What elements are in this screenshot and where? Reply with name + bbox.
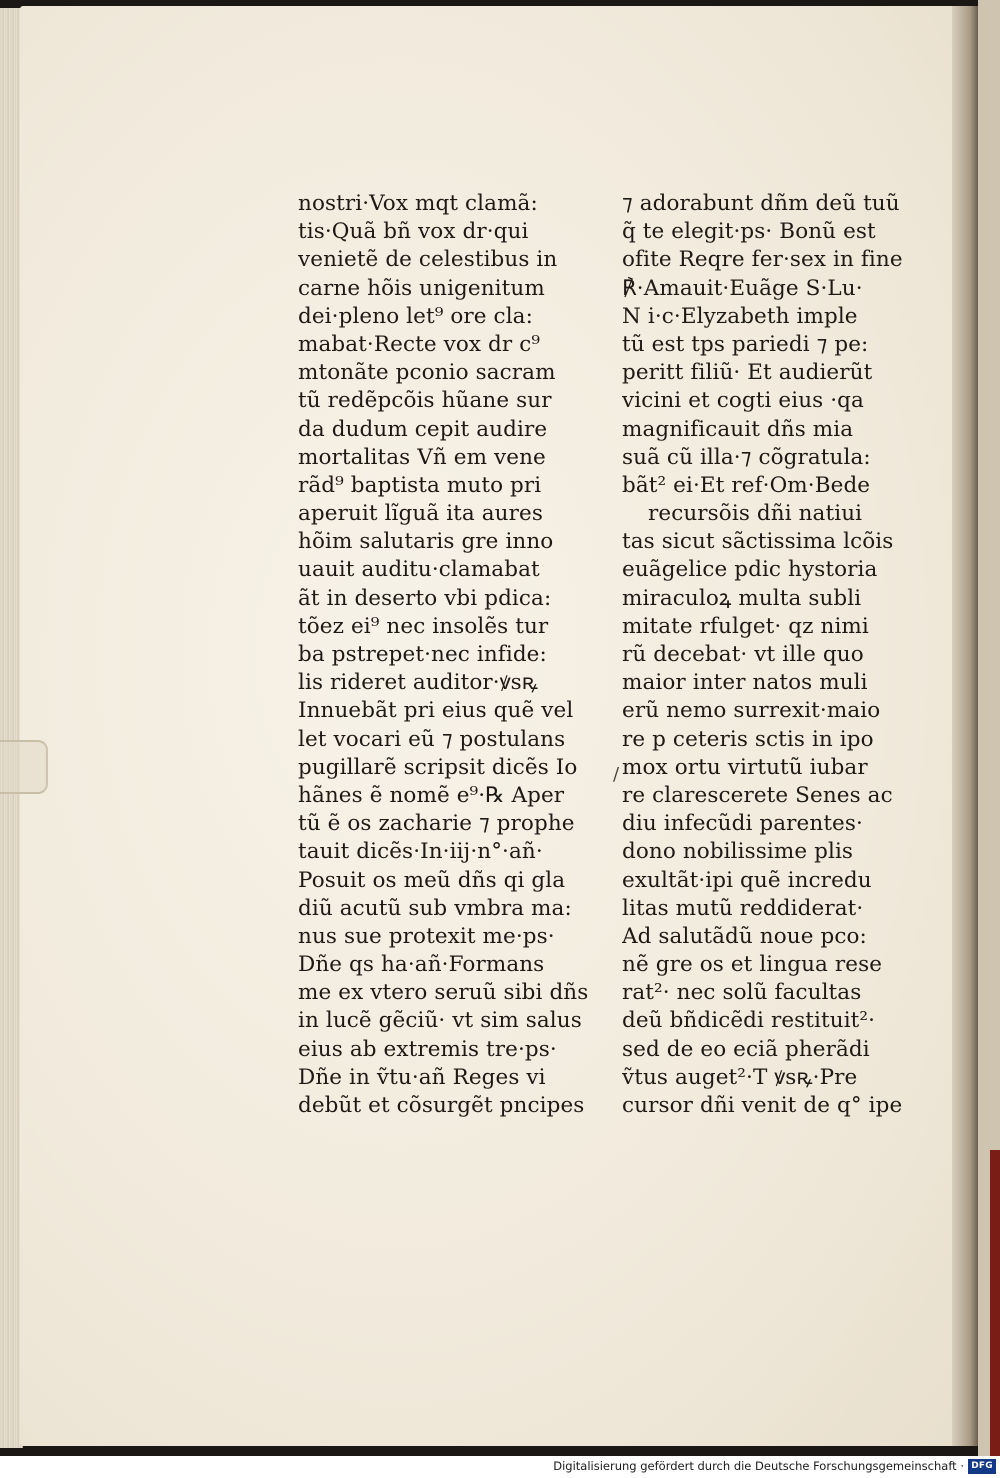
text-line: ℟·Amauit·Euãge S·Lu· — [622, 275, 863, 301]
text-line: rũ decebat· vt ille quo — [622, 642, 864, 667]
text-line: ãt in deserto vbi pdica: — [298, 585, 552, 611]
margin-mark: / — [613, 764, 620, 785]
text-line: mtonãte pconio sacram — [298, 360, 556, 386]
text-line: bãt² ei·Et ref·Om·Bede — [622, 472, 871, 498]
text-line: miraculoꝝ multa subli — [622, 585, 862, 611]
text-line: diũ acutũ sub vmbra ma: — [298, 895, 572, 921]
page-fold-tab — [0, 740, 48, 794]
text-line: cursor dñi venit de q° ipe — [622, 1093, 903, 1118]
text-line: q̃ te elegit·ps· Bonũ est — [622, 219, 876, 245]
text-line: aperuit lĩguã ita aures — [298, 501, 543, 527]
text-line: mitate rfulget· qz nimi — [622, 613, 869, 639]
binding-cover — [990, 1150, 1000, 1456]
text-line: tis·Quã bñ vox dr·qui — [298, 219, 529, 245]
text-line: Dñe qs ha·añ·Formans — [298, 952, 545, 978]
text-line: litas mutũ reddiderat· — [622, 895, 864, 921]
text-line: recursõis dñi natiui — [648, 501, 863, 527]
text-line: re p ceteris sctis in ipo — [622, 726, 874, 752]
text-line: uauit auditu·clamabat — [298, 557, 540, 583]
text-line: nus sue protexit me·ps· — [298, 923, 555, 949]
text-line: re clarescerete Senes ac — [622, 782, 893, 808]
book-gutter — [952, 6, 978, 1446]
text-line: tũ est tps pariedi ⁊ pe: — [622, 331, 869, 357]
text-line: dono nobilissime plis — [622, 839, 854, 865]
text-line: lis rideret auditor·ꝟsꝶ — [298, 670, 539, 696]
text-line: ṽtus auget²·T ꝟsꝶ·Pre — [622, 1064, 858, 1090]
text-line: deũ bñdicẽdi restituit²· — [622, 1008, 876, 1034]
text-line: mortalitas Vñ em vene — [298, 444, 546, 470]
text-line: tõez ei⁹ nec insolẽs tur — [298, 613, 549, 639]
text-line: nostri·Vox mqt clamã: — [298, 191, 538, 216]
text-line: Ad salutãdũ noue pco: — [622, 923, 867, 949]
text-line: nẽ gre os et lingua rese — [622, 952, 883, 978]
text-line: tũ ẽ os zacharie ⁊ prophe — [298, 811, 575, 837]
text-line: tũ redẽpcõis hũane sur — [298, 388, 552, 414]
text-line: pugillarẽ scripsit dicẽs Io — [298, 754, 578, 780]
text-line: Posuit os meũ dñs qi gla — [298, 867, 566, 893]
right-text-column — [622, 190, 922, 1120]
text-line: sed de eo eciã pherãdi — [622, 1036, 870, 1062]
text-line: Innuebãt pri eius quẽ vel — [298, 698, 574, 724]
text-line: me ex vtero seruũ sibi dñs — [298, 980, 589, 1006]
text-line: ofite Reqre fer·sex in fine — [622, 247, 903, 273]
text-line: hãnes ẽ nomẽ e⁹·℞ Aper — [298, 782, 565, 808]
text-line: mox ortu virtutũ iubar — [622, 754, 868, 780]
text-line: ba pstrepet·nec infide: — [298, 642, 547, 667]
text-line: magnificauit dñs mia — [622, 416, 854, 442]
text-line: maior inter natos muli — [622, 670, 868, 696]
text-line: da dudum cepit audire — [298, 416, 548, 442]
text-line: mabat·Recte vox dr c⁹ — [298, 331, 541, 357]
text-line: euãgelice pdic hystoria — [622, 557, 878, 583]
footer-credit: Digitalisierung gefördert durch die Deutsche Forschungsgemeinschaft · — [553, 1459, 964, 1473]
text-line: rat²· nec solũ facultas — [622, 980, 862, 1006]
text-line: let vocari eũ ⁊ postulans — [298, 726, 566, 752]
left-text-column — [298, 190, 600, 1120]
text-line: peritt filiũ· Et audierũt — [622, 360, 873, 386]
text-line: in lucẽ gẽciũ· vt sim salus — [298, 1008, 582, 1034]
footer-bar — [0, 1456, 1000, 1478]
text-line: hõim salutaris gre inno — [298, 529, 554, 555]
text-line: Dñe in ṽtu·añ Reges vi — [298, 1064, 546, 1090]
text-line: carne hõis unigenitum — [298, 275, 545, 301]
text-line: venietẽ de celestibus in — [298, 247, 558, 273]
text-line: erũ nemo surrexit·maio — [622, 698, 881, 724]
text-line: debũt et cõsurgẽt pncipes — [298, 1093, 585, 1118]
text-line: rãd⁹ baptista muto pri — [298, 472, 542, 498]
text-line: vicini et cogti eius ·qa — [622, 388, 864, 414]
text-line: N i·c·Elyzabeth imple — [622, 303, 858, 329]
text-line: diu infecũdi parentes· — [622, 811, 863, 837]
dfg-logo: DFG — [968, 1459, 996, 1474]
text-line: suã cũ illa·⁊ cõgratula: — [622, 444, 871, 470]
text-line: eius ab extremis tre·ps· — [298, 1036, 557, 1062]
text-line: ⁊ adorabunt dñm deũ tuũ — [622, 191, 900, 216]
text-line: tauit dicẽs·In·iij·n°·añ· — [298, 839, 543, 865]
text-line: tas sicut sãctissima lcõis — [622, 529, 894, 555]
text-line: dei·pleno let⁹ ore cla: — [298, 303, 533, 329]
text-line: exultãt·ipi quẽ incredu — [622, 867, 872, 893]
